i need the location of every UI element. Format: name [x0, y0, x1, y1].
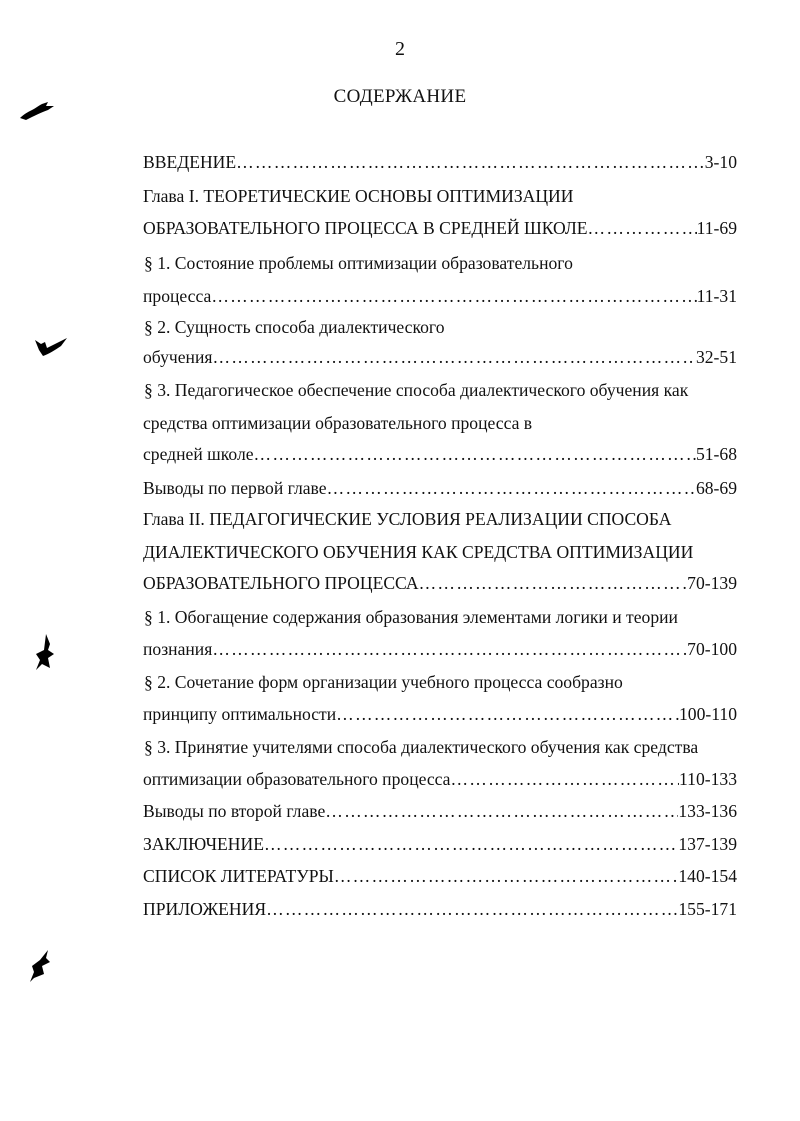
- toc-entry-title: ОБРАЗОВАТЕЛЬНОГО ПРОЦЕССА: [143, 573, 419, 593]
- dot-leader: [266, 896, 678, 922]
- scan-mark-icon: [18, 96, 58, 124]
- toc-entry-pages: 11-31: [696, 286, 737, 306]
- toc-entry-pages: 155-171: [678, 899, 737, 919]
- toc-entry-ch1-s2: [143, 344, 737, 370]
- page-number: 2: [395, 38, 405, 60]
- toc-entry-appendices: [143, 896, 737, 922]
- page-heading: СОДЕРЖАНИЕ: [333, 86, 467, 107]
- toc-entry-pages: 68-69: [695, 478, 737, 498]
- dot-leader: [336, 701, 679, 727]
- toc-entry-pages: 70-100: [687, 639, 737, 659]
- toc-entry-pages: 137-139: [678, 834, 737, 854]
- toc-entry-title: ЗАКЛЮЧЕНИЕ: [143, 834, 264, 854]
- dot-leader: [327, 475, 696, 501]
- toc-entry-ch1-s1: [143, 283, 737, 309]
- dot-leader: [254, 441, 696, 467]
- scan-mark-icon: [33, 336, 69, 358]
- toc-entry-title: средней школе: [143, 444, 254, 464]
- toc-ch2-s2-line1: § 2. Сочетание форм организации учебного процесса сообразно: [144, 672, 623, 692]
- toc-entry-ch1-s3: [143, 441, 737, 467]
- dot-leader: [212, 344, 695, 370]
- toc-entry-ch1-conclusions: [143, 475, 737, 501]
- toc-entry-conclusion: [143, 831, 737, 857]
- toc-entry-pages: 51-68: [695, 444, 737, 464]
- dot-leader: [451, 766, 680, 792]
- toc-entry-ch2-conclusions: [143, 798, 737, 824]
- toc-entry-title: Выводы по второй главе: [143, 801, 326, 821]
- dot-leader: [212, 636, 687, 662]
- toc-chapter1-line1: Глава I. ТЕОРЕТИЧЕСКИЕ ОСНОВЫ ОПТИМИЗАЦИИ: [143, 186, 574, 206]
- scan-mark-icon: [32, 632, 58, 674]
- toc-entry-ch2-s3: [143, 766, 737, 792]
- dot-leader: [325, 798, 678, 824]
- toc-entry-intro: [143, 149, 737, 175]
- toc-entry-pages: 133-136: [678, 801, 737, 821]
- toc-entry-title: процесса: [143, 286, 212, 306]
- toc-entry-ch2-s2: [143, 701, 737, 727]
- toc-entry-pages: 11-69: [696, 218, 737, 238]
- dot-leader: [419, 570, 688, 596]
- toc-chapter2-line1: Глава II. ПЕДАГОГИЧЕСКИЕ УСЛОВИЯ РЕАЛИЗАЦИИ СПОСОБА: [143, 509, 672, 529]
- toc-entry-pages: 110-133: [679, 769, 737, 789]
- toc-entry-title: ВВЕДЕНИЕ: [143, 152, 237, 172]
- toc-entry-references: [143, 863, 737, 889]
- dot-leader: [236, 149, 705, 175]
- toc-entry-pages: 32-51: [695, 347, 737, 367]
- toc-ch2-s1-line1: § 1. Обогащение содержания образования элементами логики и теории: [144, 607, 678, 627]
- toc-entry-pages: 100-110: [679, 704, 737, 724]
- scan-mark-icon: [28, 948, 54, 984]
- toc-entry-chapter1: [143, 215, 737, 241]
- toc-entry-pages: 70-139: [687, 573, 737, 593]
- toc-ch1-s3-line1: § 3. Педагогическое обеспечение способа диалектического обучения как: [144, 380, 689, 400]
- toc-entry-chapter2: [143, 570, 737, 596]
- toc-entry-title: принципу оптимальности: [143, 704, 337, 724]
- dot-leader: [211, 283, 696, 309]
- toc-ch2-s3-line1: § 3. Принятие учителями способа диалектического обучения как средства: [144, 737, 699, 757]
- dot-leader: [334, 863, 678, 889]
- toc-entry-title: ОБРАЗОВАТЕЛЬНОГО ПРОЦЕССА В СРЕДНЕЙ ШКОЛЕ: [143, 218, 588, 238]
- toc-entry-title: познания: [143, 639, 213, 659]
- toc-entry-pages: 3-10: [704, 152, 737, 172]
- toc-entry-title: Выводы по первой главе: [143, 478, 327, 498]
- toc-entry-title: ПРИЛОЖЕНИЯ: [143, 899, 267, 919]
- toc-entry-pages: 140-154: [678, 866, 737, 886]
- dot-leader: [264, 831, 678, 857]
- toc-entry-title: обучения: [143, 347, 213, 367]
- toc-entry-ch2-s1: [143, 636, 737, 662]
- toc-ch1-s1-line1: § 1. Состояние проблемы оптимизации образовательного: [144, 253, 573, 273]
- dot-leader: [588, 215, 697, 241]
- toc-ch1-s3-line2: средства оптимизации образовательного процесса в: [143, 413, 533, 433]
- toc-entry-title: оптимизации образовательного процесса: [143, 769, 451, 789]
- toc-ch1-s2-line1: § 2. Сущность способа диалектического: [144, 317, 445, 337]
- toc-chapter2-line2: ДИАЛЕКТИЧЕСКОГО ОБУЧЕНИЯ КАК СРЕДСТВА ОПТИМИЗАЦИИ: [143, 542, 694, 562]
- toc-entry-title: СПИСОК ЛИТЕРАТУРЫ: [143, 866, 334, 886]
